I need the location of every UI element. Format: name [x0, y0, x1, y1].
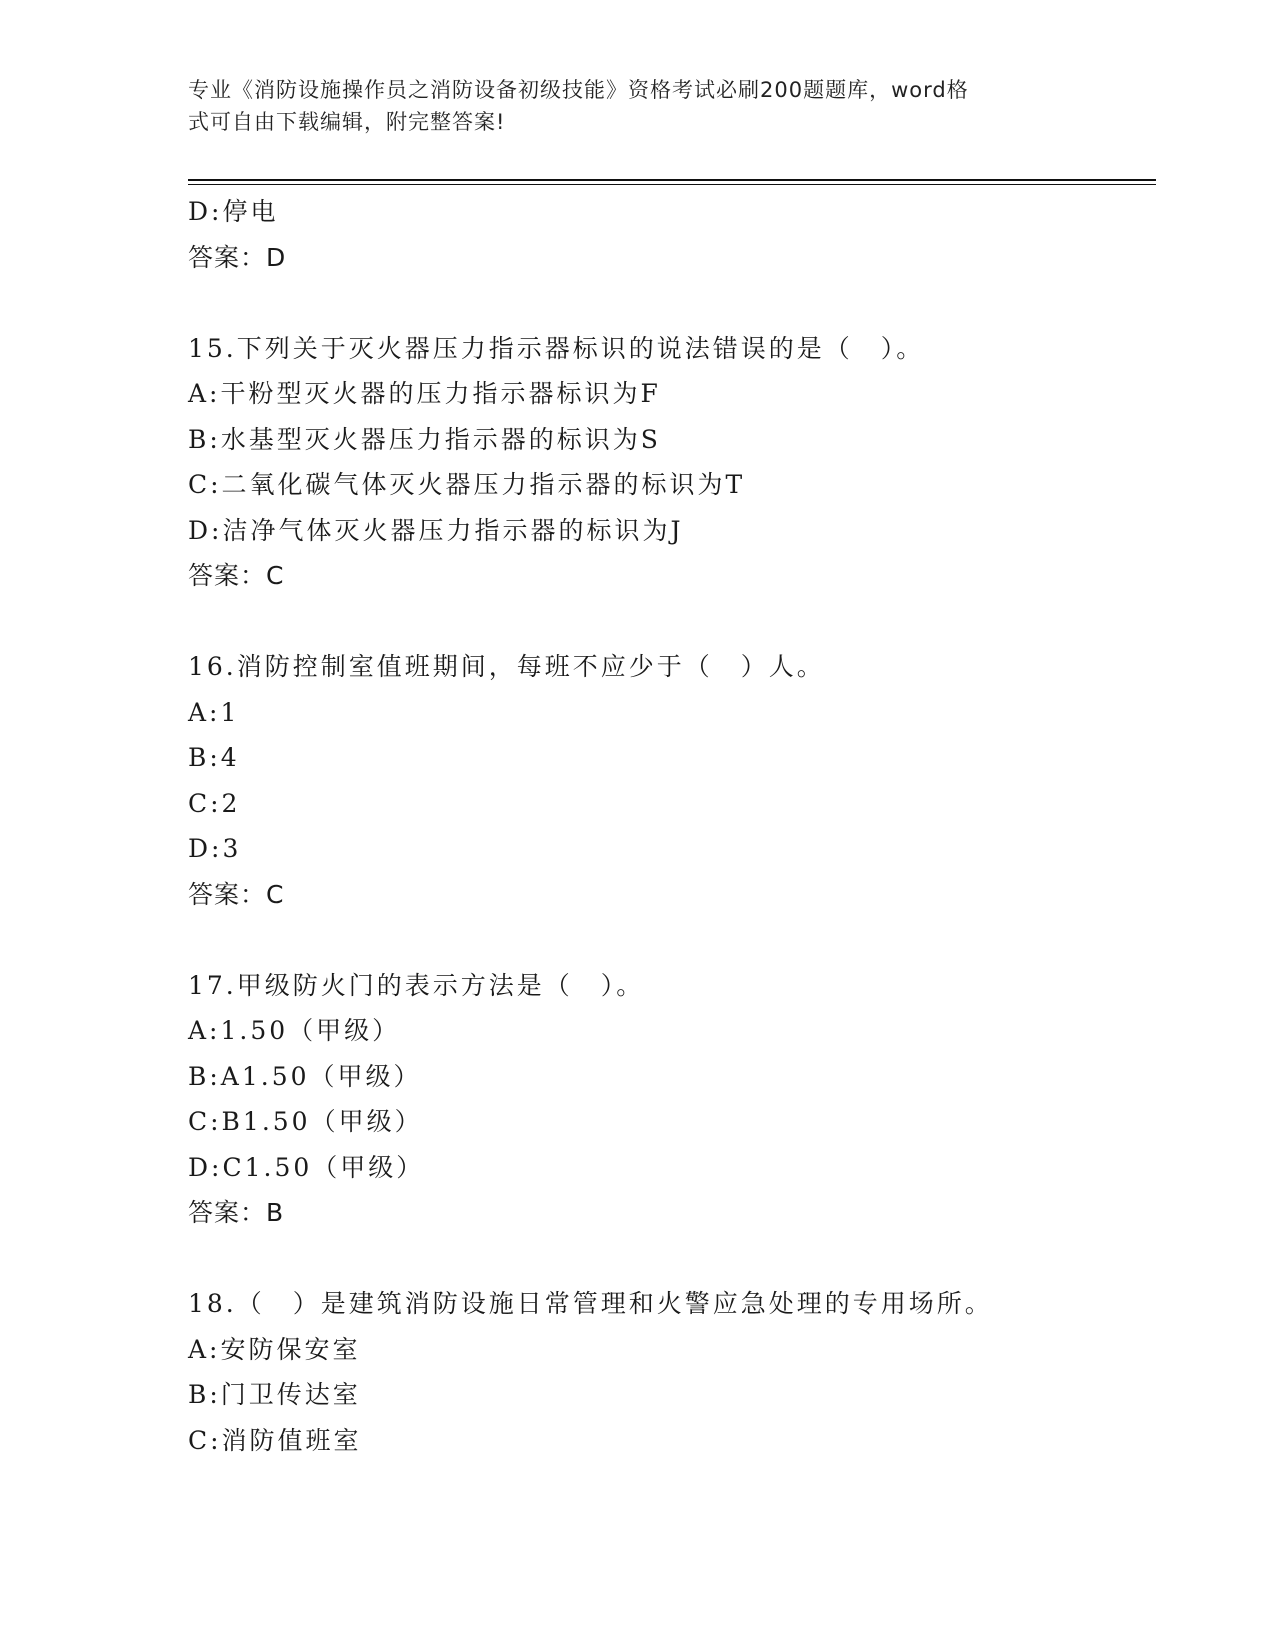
spacer: [188, 1236, 1148, 1282]
question-stem: 15.下列关于灭火器压力指示器标识的说法错误的是（ ）。: [188, 333, 925, 363]
answer: 答案：D: [188, 242, 287, 272]
question-16: [188, 644, 1148, 917]
option-a: A:安防保安室: [188, 1334, 361, 1364]
spacer: [188, 917, 1148, 963]
option-c: C:消防值班室: [188, 1425, 362, 1455]
header-line-2: 式可自由下载编辑，附完整答案!: [188, 110, 506, 134]
option-d: D:C1.50（甲级）: [188, 1152, 425, 1182]
option-a: A:1: [188, 697, 240, 727]
spacer: [188, 280, 1148, 326]
question-stem: 18.（ ）是建筑消防设施日常管理和火警应急处理的专用场所。: [188, 1289, 993, 1318]
answer: 答案：B: [188, 1198, 285, 1227]
option-b: B:A1.50（甲级）: [188, 1061, 422, 1091]
spacer: [188, 599, 1148, 645]
option-b: B:门卫传达室: [188, 1380, 361, 1409]
option-b: B:水基型灭火器压力指示器的标识为S: [188, 424, 661, 454]
question-18: [188, 1281, 1148, 1463]
question-17: [188, 963, 1148, 1236]
question-stem: 16.消防控制室值班期间，每班不应少于（ ）人。: [188, 652, 825, 681]
header-divider-thin: [188, 184, 1156, 185]
answer: 答案：C: [188, 879, 285, 909]
answer: 答案：C: [188, 561, 285, 590]
document-header: [188, 74, 1078, 138]
option-c: C:二氧化碳气体灭火器压力指示器的标识为T: [188, 470, 746, 499]
option-c: C:2: [188, 788, 241, 818]
question-15: [188, 326, 1148, 599]
option-d: D:洁净气体灭火器压力指示器的标识为J: [188, 515, 684, 545]
option-d: D:3: [188, 834, 242, 863]
option-d: D:停电: [188, 197, 279, 226]
option-b: B:4: [188, 743, 240, 772]
question-list: [188, 189, 1148, 1463]
option-a: A:1.50（甲级）: [188, 1016, 401, 1045]
option-c: C:B1.50（甲级）: [188, 1107, 423, 1136]
option-a: A:干粉型灭火器的压力指示器标识为F: [188, 379, 661, 408]
header-line-1: 专业《消防设施操作员之消防设备初级技能》资格考试必刷200题题库，word格: [188, 78, 969, 102]
question-stem: 17.甲级防火门的表示方法是（ ）。: [188, 970, 645, 1000]
header-divider-thick: [188, 179, 1156, 181]
